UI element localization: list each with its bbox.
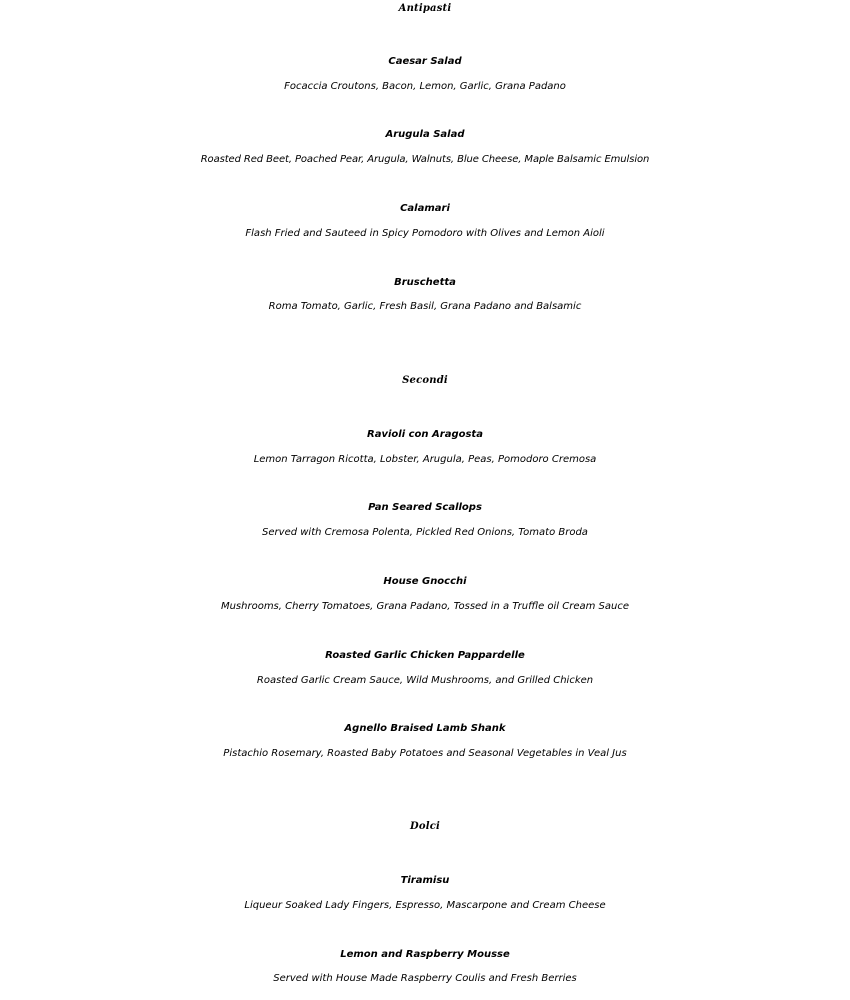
menu-item-name: Arugula Salad: [385, 129, 465, 140]
menu-item-name: Tiramisu: [400, 875, 450, 886]
menu-item-description: Served with Cremosa Polenta, Pickled Red Onions, Tomato Broda: [262, 527, 588, 538]
menu-item-description: Mushrooms, Cherry Tomatoes, Grana Padano, Tossed in a Truffle oil Cream Sauce: [220, 601, 630, 612]
menu-item-description: Pistachio Rosemary, Roasted Baby Potatoes and Seasonal Vegetables in Veal Jus: [223, 748, 627, 759]
menu-item-description: Flash Fried and Sauteed in Spicy Pomodoro with Olives and Lemon Aioli: [245, 228, 605, 239]
menu-item-name: Roasted Garlic Chicken Pappardelle: [325, 650, 525, 661]
menu-item-description: Roasted Red Beet, Poached Pear, Arugula, Walnuts, Blue Cheese, Maple Balsamic Emulsion: [200, 154, 650, 165]
menu-item-description: Focaccia Croutons, Bacon, Lemon, Garlic, Grana Padano: [284, 81, 566, 92]
section-heading-secondi: Secondi: [402, 375, 448, 386]
menu-item-name: Lemon and Raspberry Mousse: [340, 949, 510, 960]
menu-item-description: Roasted Garlic Cream Sauce, Wild Mushrooms, and Grilled Chicken: [256, 675, 594, 686]
menu-item-name: Bruschetta: [394, 277, 456, 288]
section-heading-antipasti: Antipasti: [398, 3, 452, 14]
menu-item-name: House Gnocchi: [383, 576, 467, 587]
menu-item-name: Agnello Braised Lamb Shank: [344, 723, 506, 734]
menu-item-description: Roma Tomato, Garlic, Fresh Basil, Grana Padano and Balsamic: [268, 301, 582, 312]
menu-item-name: Pan Seared Scallops: [368, 502, 482, 513]
menu-item-name: Calamari: [400, 203, 450, 214]
menu-item-description: Lemon Tarragon Ricotta, Lobster, Arugula, Peas, Pomodoro Cremosa: [253, 454, 597, 465]
menu-item-name: Ravioli con Aragosta: [367, 429, 483, 440]
menu-item-description: Liqueur Soaked Lady Fingers, Espresso, Mascarpone and Cream Cheese: [244, 900, 606, 911]
menu-item-description: Served with House Made Raspberry Coulis and Fresh Berries: [273, 973, 577, 984]
section-heading-dolci: Dolci: [409, 821, 441, 832]
menu-item-name: Caesar Salad: [388, 56, 462, 67]
